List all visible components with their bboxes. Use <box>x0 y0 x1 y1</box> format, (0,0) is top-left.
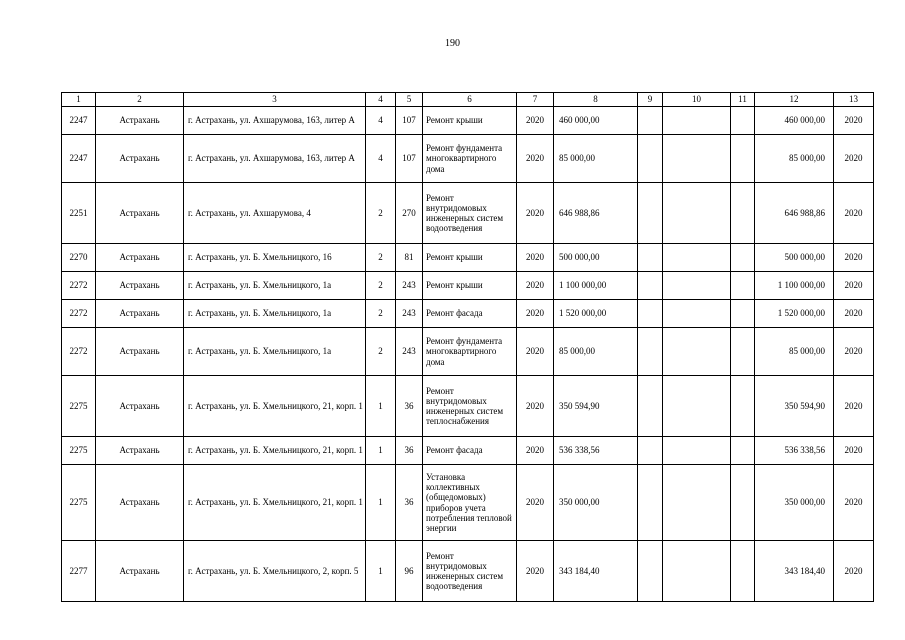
cost-local-cell <box>731 244 755 272</box>
cost-local-cell <box>731 183 755 244</box>
work-type-cell: Ремонт крыши <box>423 107 517 135</box>
municipality-cell: Астрахань <box>96 328 184 376</box>
year-end-cell: 2020 <box>834 244 874 272</box>
cost-regional-cell <box>663 183 731 244</box>
year-end-cell: 2020 <box>834 376 874 437</box>
municipality-cell: Астрахань <box>96 135 184 183</box>
floors-cell: 1 <box>366 437 396 465</box>
work-type-cell: Ремонт фасада <box>423 300 517 328</box>
cost-federal-cell <box>638 183 663 244</box>
cost-federal-cell <box>638 376 663 437</box>
record-number-cell: 2247 <box>62 107 96 135</box>
address-cell: г. Астрахань, ул. Б. Хмельницкого, 16 <box>184 244 366 272</box>
floors-cell: 4 <box>366 135 396 183</box>
floors-cell: 2 <box>366 244 396 272</box>
cost-regional-cell <box>663 541 731 602</box>
floors-cell: 2 <box>366 300 396 328</box>
municipality-cell: Астрахань <box>96 183 184 244</box>
year-start-cell: 2020 <box>517 244 554 272</box>
cost-local-cell <box>731 135 755 183</box>
cost-owners-cell: 350 594,90 <box>755 376 834 437</box>
cost-total-cell: 1 100 000,00 <box>554 272 638 300</box>
apartments-cell: 81 <box>396 244 423 272</box>
apartments-cell: 36 <box>396 376 423 437</box>
municipality-cell: Астрахань <box>96 465 184 541</box>
floors-cell: 1 <box>366 376 396 437</box>
record-number-cell: 2270 <box>62 244 96 272</box>
table-row <box>62 300 874 328</box>
cost-regional-cell <box>663 135 731 183</box>
year-start-cell: 2020 <box>517 376 554 437</box>
apartments-cell: 107 <box>396 107 423 135</box>
cost-total-cell: 460 000,00 <box>554 107 638 135</box>
cost-owners-cell: 460 000,00 <box>755 107 834 135</box>
work-type-cell: Ремонт крыши <box>423 272 517 300</box>
address-cell: г. Астрахань, ул. Б. Хмельницкого, 21, корп. 1 <box>184 465 366 541</box>
work-type-cell: Ремонт внутридомовых инженерных систем водоотведения <box>423 183 517 244</box>
year-end-cell: 2020 <box>834 183 874 244</box>
floors-cell: 1 <box>366 541 396 602</box>
municipality-cell: Астрахань <box>96 376 184 437</box>
cost-local-cell <box>731 437 755 465</box>
column-header: 13 <box>834 93 874 107</box>
table-row <box>62 272 874 300</box>
table-row <box>62 465 874 541</box>
cost-owners-cell: 1 520 000,00 <box>755 300 834 328</box>
address-cell: г. Астрахань, ул. Б. Хмельницкого, 1а <box>184 328 366 376</box>
cost-local-cell <box>731 376 755 437</box>
table-body <box>62 107 874 602</box>
cost-regional-cell <box>663 465 731 541</box>
cost-regional-cell <box>663 328 731 376</box>
cost-total-cell: 343 184,40 <box>554 541 638 602</box>
record-number-cell: 2275 <box>62 437 96 465</box>
year-end-cell: 2020 <box>834 272 874 300</box>
cost-local-cell <box>731 272 755 300</box>
table-row <box>62 328 874 376</box>
address-cell: г. Астрахань, ул. Б. Хмельницкого, 1а <box>184 300 366 328</box>
record-number-cell: 2247 <box>62 135 96 183</box>
cost-federal-cell <box>638 135 663 183</box>
table-row <box>62 107 874 135</box>
column-header: 5 <box>396 93 423 107</box>
record-number-cell: 2272 <box>62 272 96 300</box>
cost-owners-cell: 500 000,00 <box>755 244 834 272</box>
apartments-cell: 107 <box>396 135 423 183</box>
cost-owners-cell: 646 988,86 <box>755 183 834 244</box>
cost-total-cell: 85 000,00 <box>554 135 638 183</box>
work-type-cell: Ремонт крыши <box>423 244 517 272</box>
page-number: 190 <box>445 38 460 49</box>
cost-total-cell: 350 000,00 <box>554 465 638 541</box>
apartments-cell: 243 <box>396 328 423 376</box>
municipality-cell: Астрахань <box>96 300 184 328</box>
record-number-cell: 2251 <box>62 183 96 244</box>
work-type-cell: Ремонт фундамента многоквартирного дома <box>423 328 517 376</box>
table-row <box>62 541 874 602</box>
column-header: 11 <box>731 93 755 107</box>
floors-cell: 2 <box>366 272 396 300</box>
year-end-cell: 2020 <box>834 328 874 376</box>
cost-owners-cell: 350 000,00 <box>755 465 834 541</box>
year-end-cell: 2020 <box>834 107 874 135</box>
column-header: 12 <box>755 93 834 107</box>
cost-total-cell: 536 338,56 <box>554 437 638 465</box>
cost-federal-cell <box>638 437 663 465</box>
year-start-cell: 2020 <box>517 300 554 328</box>
cost-federal-cell <box>638 541 663 602</box>
work-type-cell: Ремонт фасада <box>423 437 517 465</box>
cost-local-cell <box>731 107 755 135</box>
table-row <box>62 135 874 183</box>
apartments-cell: 36 <box>396 437 423 465</box>
floors-cell: 2 <box>366 183 396 244</box>
cost-local-cell <box>731 300 755 328</box>
apartments-cell: 243 <box>396 300 423 328</box>
address-cell: г. Астрахань, ул. Ахшарумова, 163, литер А <box>184 107 366 135</box>
cost-regional-cell <box>663 244 731 272</box>
year-start-cell: 2020 <box>517 437 554 465</box>
work-type-cell: Ремонт внутридомовых инженерных систем водоотведения <box>423 541 517 602</box>
record-number-cell: 2272 <box>62 328 96 376</box>
cost-federal-cell <box>638 300 663 328</box>
floors-cell: 2 <box>366 328 396 376</box>
cost-total-cell: 85 000,00 <box>554 328 638 376</box>
year-start-cell: 2020 <box>517 135 554 183</box>
apartments-cell: 96 <box>396 541 423 602</box>
address-cell: г. Астрахань, ул. Ахшарумова, 4 <box>184 183 366 244</box>
cost-regional-cell <box>663 376 731 437</box>
municipality-cell: Астрахань <box>96 541 184 602</box>
floors-cell: 1 <box>366 465 396 541</box>
address-cell: г. Астрахань, ул. Б. Хмельницкого, 1а <box>184 272 366 300</box>
address-cell: г. Астрахань, ул. Ахшарумова, 163, литер А <box>184 135 366 183</box>
municipality-cell: Астрахань <box>96 272 184 300</box>
work-type-cell: Ремонт внутридомовых инженерных систем теплоснабжения <box>423 376 517 437</box>
record-number-cell: 2277 <box>62 541 96 602</box>
cost-total-cell: 350 594,90 <box>554 376 638 437</box>
year-end-cell: 2020 <box>834 465 874 541</box>
work-type-cell: Установка коллективных (общедомовых) приборов учета потребления тепловой энергии <box>423 465 517 541</box>
column-header: 2 <box>96 93 184 107</box>
cost-total-cell: 646 988,86 <box>554 183 638 244</box>
year-start-cell: 2020 <box>517 465 554 541</box>
floors-cell: 4 <box>366 107 396 135</box>
record-number-cell: 2272 <box>62 300 96 328</box>
year-start-cell: 2020 <box>517 107 554 135</box>
record-number-cell: 2275 <box>62 465 96 541</box>
municipality-cell: Астрахань <box>96 437 184 465</box>
municipality-cell: Астрахань <box>96 244 184 272</box>
table-row <box>62 244 874 272</box>
address-cell: г. Астрахань, ул. Б. Хмельницкого, 2, корп. 5 <box>184 541 366 602</box>
cost-owners-cell: 1 100 000,00 <box>755 272 834 300</box>
column-header: 1 <box>62 93 96 107</box>
year-start-cell: 2020 <box>517 328 554 376</box>
year-start-cell: 2020 <box>517 272 554 300</box>
apartments-cell: 270 <box>396 183 423 244</box>
column-header: 3 <box>184 93 366 107</box>
header-row <box>62 93 874 107</box>
apartments-cell: 36 <box>396 465 423 541</box>
work-type-cell: Ремонт фундамента многоквартирного дома <box>423 135 517 183</box>
table-row <box>62 437 874 465</box>
column-header: 9 <box>638 93 663 107</box>
year-end-cell: 2020 <box>834 437 874 465</box>
cost-owners-cell: 343 184,40 <box>755 541 834 602</box>
table-row <box>62 183 874 244</box>
cost-owners-cell: 85 000,00 <box>755 135 834 183</box>
column-header: 7 <box>517 93 554 107</box>
cost-owners-cell: 85 000,00 <box>755 328 834 376</box>
cost-local-cell <box>731 465 755 541</box>
address-cell: г. Астрахань, ул. Б. Хмельницкого, 21, корп. 1 <box>184 437 366 465</box>
cost-regional-cell <box>663 437 731 465</box>
cost-federal-cell <box>638 328 663 376</box>
cost-local-cell <box>731 328 755 376</box>
year-end-cell: 2020 <box>834 541 874 602</box>
year-end-cell: 2020 <box>834 135 874 183</box>
column-header: 6 <box>423 93 517 107</box>
cost-owners-cell: 536 338,56 <box>755 437 834 465</box>
cost-federal-cell <box>638 272 663 300</box>
cost-federal-cell <box>638 107 663 135</box>
column-header: 8 <box>554 93 638 107</box>
table-row <box>62 376 874 437</box>
record-number-cell: 2275 <box>62 376 96 437</box>
cost-regional-cell <box>663 300 731 328</box>
column-header: 10 <box>663 93 731 107</box>
cost-total-cell: 1 520 000,00 <box>554 300 638 328</box>
year-end-cell: 2020 <box>834 300 874 328</box>
work-schedule-table <box>61 92 874 602</box>
cost-regional-cell <box>663 272 731 300</box>
cost-regional-cell <box>663 107 731 135</box>
column-header: 4 <box>366 93 396 107</box>
year-start-cell: 2020 <box>517 183 554 244</box>
address-cell: г. Астрахань, ул. Б. Хмельницкого, 21, корп. 1 <box>184 376 366 437</box>
cost-federal-cell <box>638 244 663 272</box>
municipality-cell: Астрахань <box>96 107 184 135</box>
cost-federal-cell <box>638 465 663 541</box>
cost-total-cell: 500 000,00 <box>554 244 638 272</box>
apartments-cell: 243 <box>396 272 423 300</box>
year-start-cell: 2020 <box>517 541 554 602</box>
cost-local-cell <box>731 541 755 602</box>
